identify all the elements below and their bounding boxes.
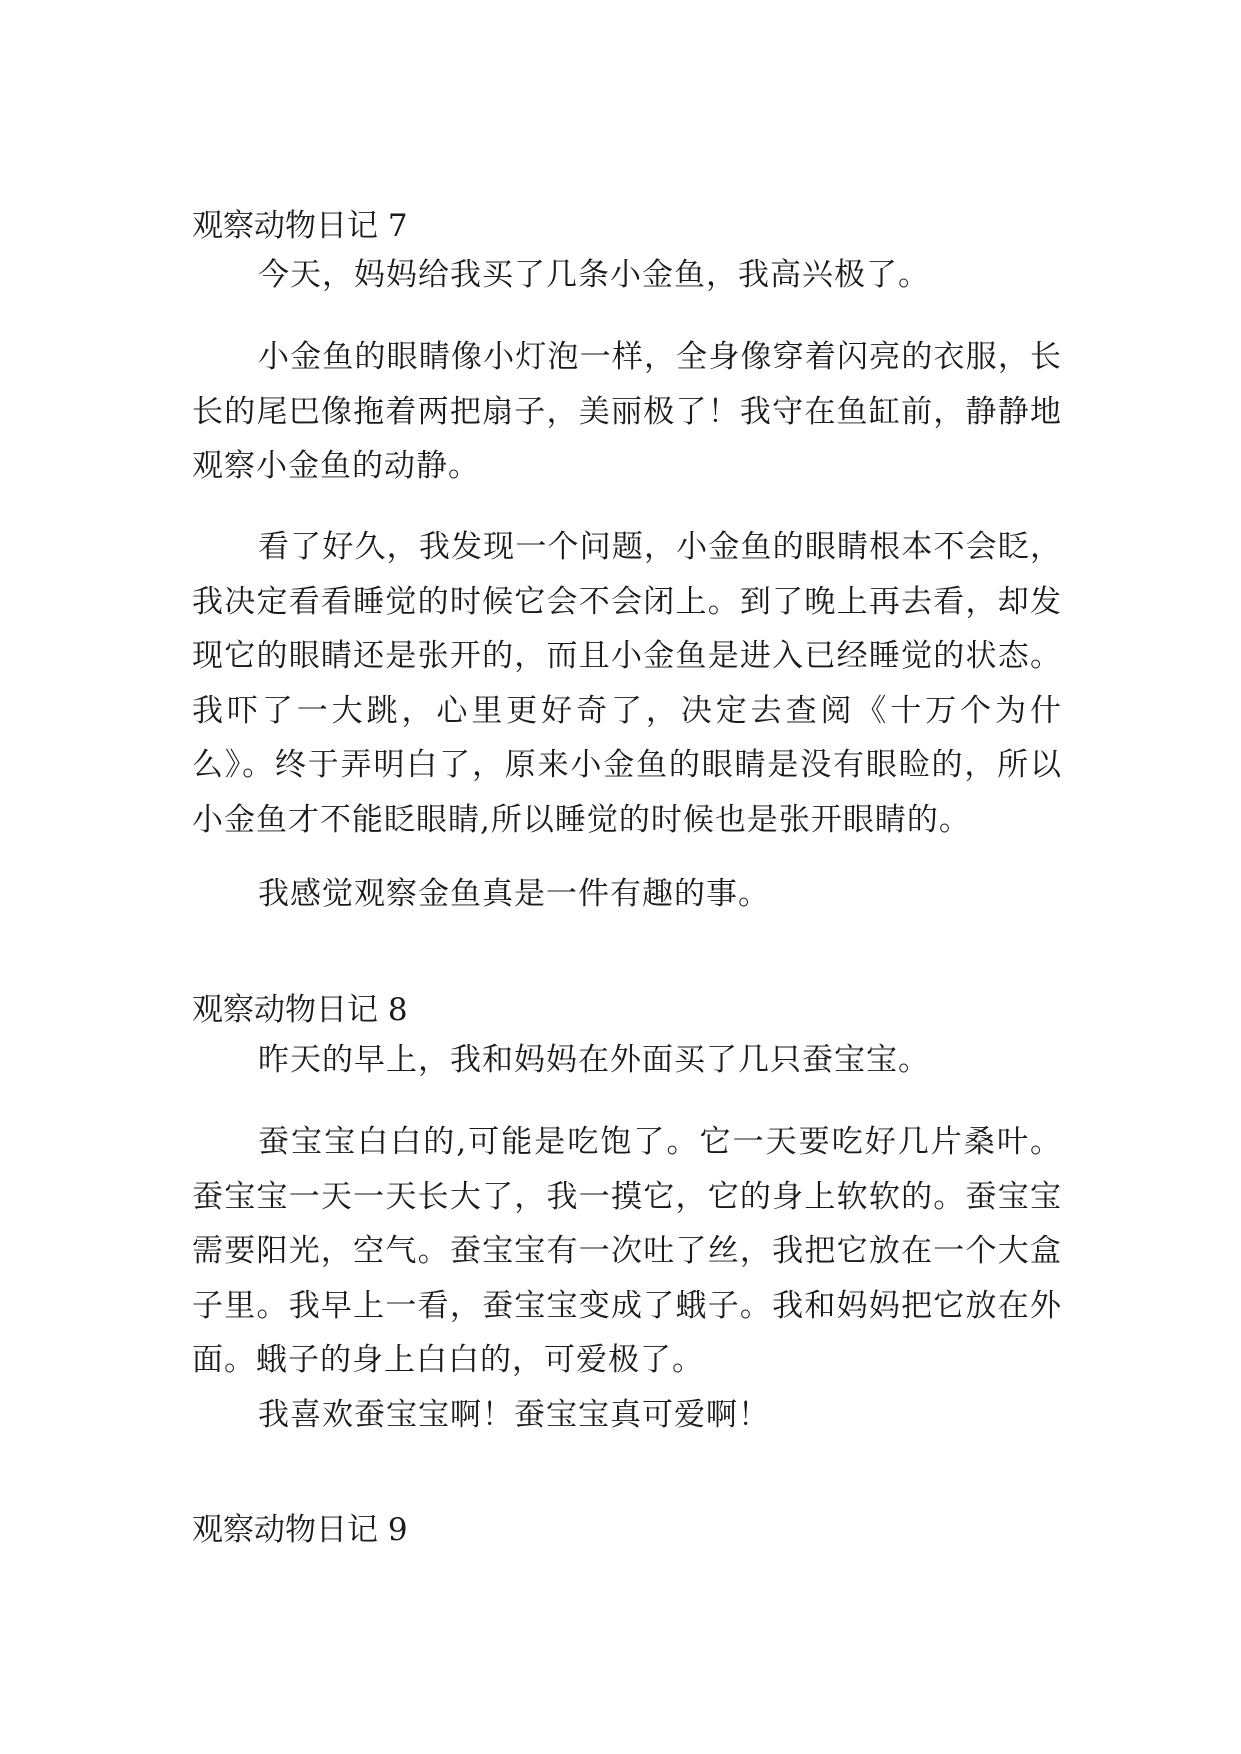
entry-title-7: 观察动物日记 7 [192,208,408,244]
entry-title-9: 观察动物日记 9 [192,1512,408,1548]
entry-8-paragraph-3: 我喜欢蚕宝宝啊！蚕宝宝真可爱啊！ [258,1397,770,1433]
entry-8-paragraph-2: 蚕宝宝白白的,可能是吃饱了。它一天要吃好几片桑叶。蚕宝宝一天一天长大了，我一摸它，它的身上软软的。蚕宝宝需要阳光，空气。蚕宝宝有一次吐了丝，我把它放在一个大盒子里。我早上一看，蚕宝宝变成了蛾子。我和妈妈把它放在外面。蛾子的身上白白的，可爱极了。 [192,1124,1062,1378]
entry-title-8: 观察动物日记 8 [192,992,408,1028]
entry-8-paragraph-1: 昨天的早上，我和妈妈在外面买了几只蚕宝宝。 [258,1042,930,1078]
entry-7-paragraph-4: 我感觉观察金鱼真是一件有趣的事。 [258,876,770,912]
entry-7-paragraph-3: 看了好久，我发现一个问题，小金鱼的眼睛根本不会眨，我决定看看睡觉的时候它会不会闭上。到了晚上再去看，却发现它的眼睛还是张开的，而且小金鱼是进入已经睡觉的状态。我吓了一大跳，心里更好奇了，决定去查阅《十万个为什么》。终于弄明白了，原来小金鱼的眼睛是没有眼睑的，所以小金鱼才不能眨眼睛,所以睡觉的时候也是张开眼睛的。 [192,529,1062,838]
entry-7-paragraph-2: 小金鱼的眼睛像小灯泡一样，全身像穿着闪亮的衣服，长长的尾巴像拖着两把扇子，美丽极了！我守在鱼缸前，静静地观察小金鱼的动静。 [192,339,1062,484]
entry-7-paragraph-1: 今天，妈妈给我买了几条小金鱼，我高兴极了。 [258,257,930,293]
